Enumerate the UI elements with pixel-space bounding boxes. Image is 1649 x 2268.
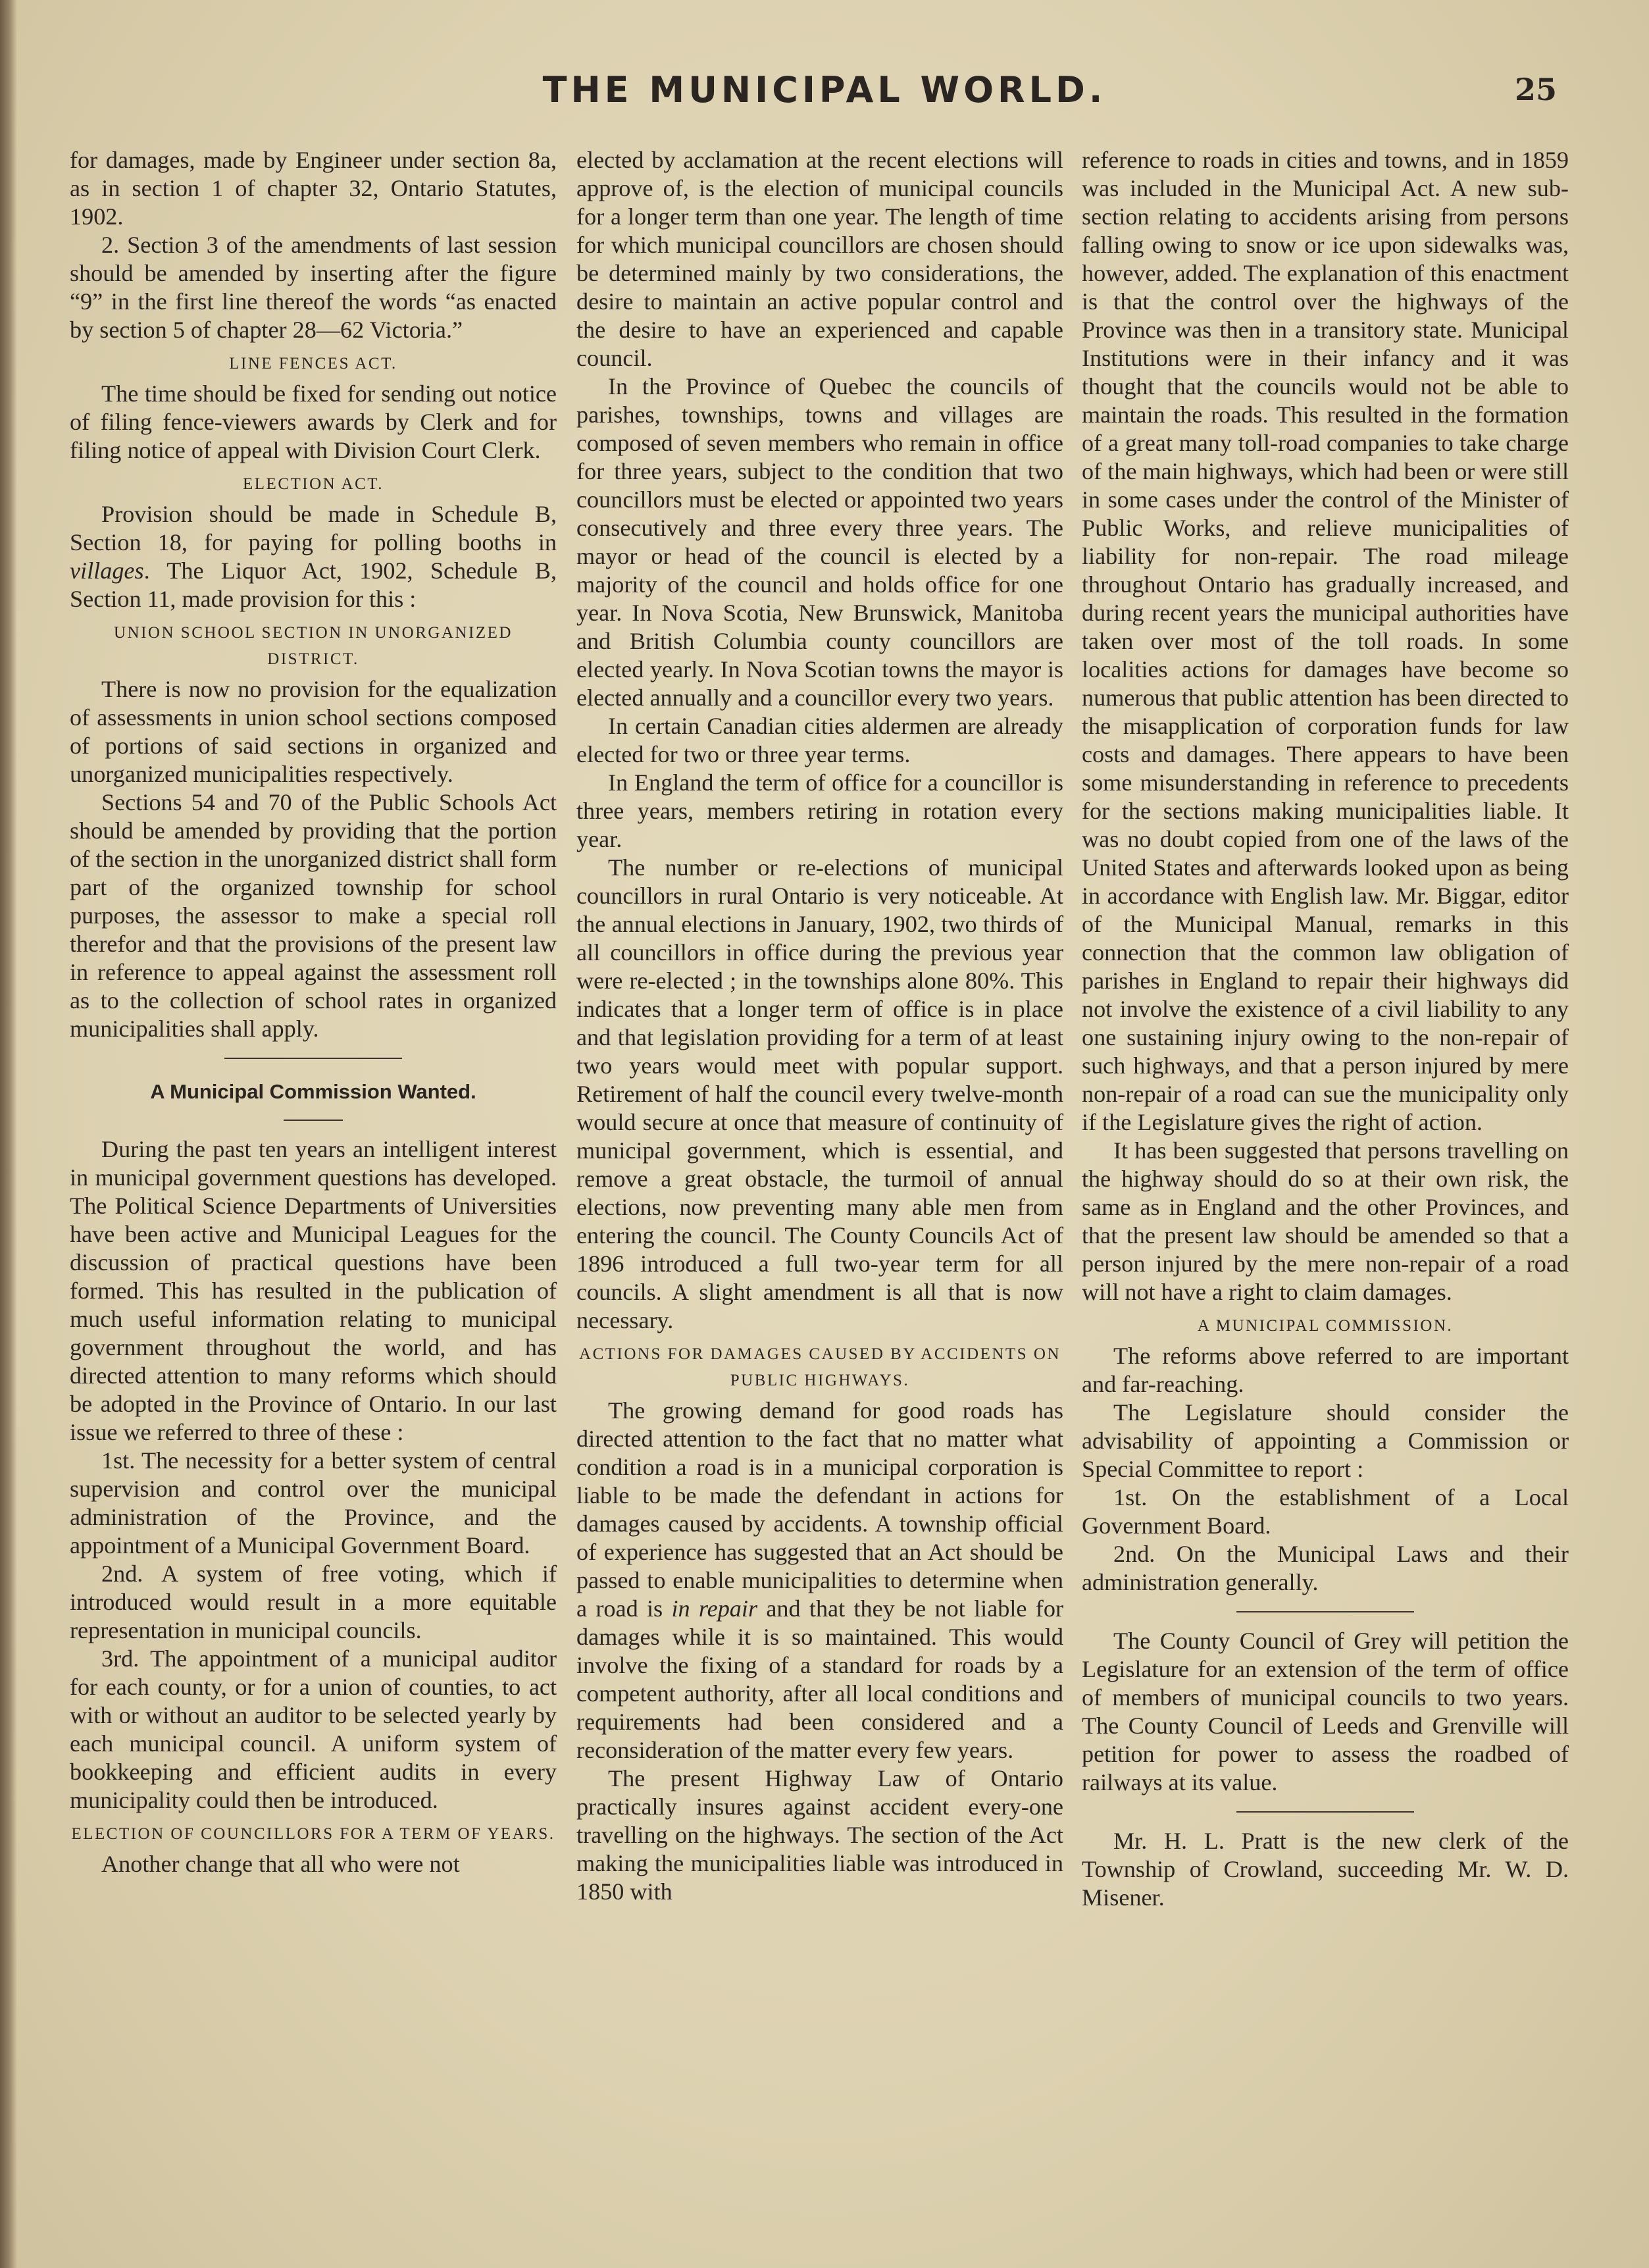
paragraph — [70, 500, 557, 613]
paragraph: elected by acclamation at the recent elections will approve of, is the election of municipal councils for a longer term than one year. The length of time for which municipal councillors are chosen should be determined mainly by two considerations, the desire to maintain an active popular control and the desire to have an experienced and capable council. — [576, 147, 1063, 371]
section-heading: UNION SCHOOL SECTION IN UNORGANIZED DISTRICT. — [114, 624, 513, 668]
paragraph: 2. Section 3 of the amendments of last session should be amended by inserting after the figure “9” in the first line thereof the words “as enacted by section 5 of chapter 28—62 Victoria.” — [70, 232, 557, 343]
paragraph: 1st. The necessity for a better system of central supervision and control over the municipal administration of the Province, and the appointment of a Municipal Government Board. — [70, 1447, 557, 1559]
paragraph: Mr. H. L. Pratt is the new clerk of the Township of Crowland, succeeding Mr. W. D. Misener. — [1082, 1828, 1569, 1911]
paragraph: The number or re-elections of municipal councillors in rural Ontario is very noticeable. At the annual elections in January, 1902, two thirds of all councillors in office during the previous year were re-elected ; in the townships alone 80%. This indicates that a longer term of office is in place and that legislation providing for a term of at least two years would meet with popular support. Retirement of half the council every twelve-month would secure at once that measure of continuity of municipal government, which is essential, and remove a great obstacle, the turmoil of annual elections, now preventing many able men from entering the council. The County Councils Act of 1896 introduced a full two-year term for all councils. A slight amendment is all that is now necessary. — [576, 854, 1063, 1333]
paragraph: The reforms above referred to are important and far-reaching. — [1082, 1343, 1569, 1397]
paragraph: for damages, made by Engineer under section 8a, as in section 1 of chapter 32, Ontario Statutes, 1902. — [70, 147, 557, 230]
paragraph: There is now no provision for the equalization of assessments in union school sections composed of portions of said sections in organized and unorganized municipalities respectively. — [70, 676, 557, 787]
column-2 — [576, 146, 1063, 1906]
paragraph: Another change that all who were not — [101, 1851, 460, 1877]
section-heading: ACTIONS FOR DAMAGES CAUSED BY ACCIDENTS ON PUBLIC HIGHWAYS. — [579, 1345, 1061, 1389]
paragraph-text: . The Liquor Act, 1902, Schedule B, Section 11, made provision for this : — [70, 557, 557, 612]
paragraph: Sections 54 and 70 of the Public Schools Act should be amended by providing that the portion of the section in the unorganized district shall form part of the organized township for school purposes, the assessor to make a special roll therefor and that the provisions of the present law in reference to appeal against the assessment roll as to the collection of school rates in organized municipalities shall apply. — [70, 789, 557, 1042]
paragraph: 3rd. The appointment of a municipal auditor for each county, or for a union of counties, to act with or without an auditor to be selected yearly by each municipal council. A uniform system of bookkeeping and efficient audits in every municipality could then be introduced. — [70, 1645, 557, 1813]
page-number: 25 — [1514, 72, 1557, 107]
paragraph: reference to roads in cities and towns, and in 1859 was included in the Municipal Act. A new sub-section relating to accidents arising from persons falling owing to snow or ice upon sidewalks was, however, added. The explanation of this enactment is that the control over the highways of the Province was then in a transitory state. Municipal Institutions were in their infancy and it was thought that the councils would not be able to maintain the roads. This resulted in the formation of a great many toll-road companies to take charge of the main highways, which had been or were still in some cases under the control of the Minister of Public Works, and relieve municipalities of liability for non-repair. The road mileage throughout Ontario has gradually increased, and during recent years the municipal authorities have taken over most of the toll roads. In some localities actions for damages have become so numerous that public attention has been directed to the misapplication of corporation funds for law costs and damages. There appears to have been some misunderstanding in reference to precedents for the sections making municipalities liable. It was no doubt copied from one of the laws of the United States and afterwards looked upon as being in accordance with English law. Mr. Biggar, editor of the Municipal Manual, remarks in this connection that the common law obligation of parishes in England to repair their highways did not involve the existence of a civil liability to any one sustaining injury owing to the non-repair of such highways, and that a person injured by mere non-repair of a road can sue the municipality only if the Legislature gives the right of action. — [1082, 147, 1569, 1135]
divider-rule — [1236, 1811, 1414, 1813]
paragraph: 2nd. A system of free voting, which if introduced would result in a more equitable representation in municipal councils. — [70, 1560, 557, 1643]
paragraph: 2nd. On the Municipal Laws and their administration generally. — [1082, 1541, 1569, 1595]
article-headline: A Municipal Commission Wanted. — [150, 1080, 476, 1103]
paragraph-text: and that they be not liable for damages while it is so maintained. This would involve the fixing of a standard for roads by a competent authority, after all local conditions and requirements had been considered and a reconsideration of the matter every few years. — [576, 1595, 1063, 1763]
italic-text: villages — [70, 557, 144, 584]
paragraph-text: The growing demand for good roads has directed attention to the fact that no matter what condition a road is in a municipal corporation is liable to be made the defendant in actions for damages caused by accidents. A township official of experience has suggested that an Act should be passed to enable municipalities to determine when a road is — [576, 1397, 1063, 1622]
paragraph: 1st. On the establishment of a Local Government Board. — [1082, 1484, 1569, 1539]
paragraph: The Legislature should consider the advisability of appointing a Commission or Special Committee to report : — [1082, 1399, 1569, 1482]
paragraph: It has been suggested that persons travelling on the highway should do so at their own risk, the same as in England and the other Provinces, and that the present law should be amended so that a person injured by the mere non-repair of a road will not have a right to claim damages. — [1082, 1137, 1569, 1305]
paragraph — [576, 1397, 1063, 1765]
divider-rule — [284, 1120, 343, 1121]
paragraph-text: Provision should be made in Schedule B, Section 18, for paying for polling booths in — [70, 501, 557, 555]
page-header — [0, 69, 1649, 128]
paragraph: The present Highway Law of Ontario practically insures against accident every-one travelling on the highways. The section of the Act making the municipalities liable was introduced in 1850 with — [576, 1765, 1063, 1905]
paragraph: In England the term of office for a councillor is three years, members retiring in rotation every year. — [576, 769, 1063, 852]
paragraph: The time should be fixed for sending out notice of filing fence-viewers awards by Clerk and for filing notice of appeal with Division Court Clerk. — [70, 380, 557, 463]
paragraph: In certain Canadian cities aldermen are already elected for two or three year terms. — [576, 713, 1063, 767]
divider-rule — [224, 1058, 402, 1059]
section-heading: ELECTION OF COUNCILLORS FOR A TERM OF YEARS. — [71, 1825, 555, 1843]
section-heading: ELECTION ACT. — [243, 475, 384, 493]
section-heading: A MUNICIPAL COMMISSION. — [1197, 1317, 1454, 1335]
italic-text: in repair — [671, 1595, 758, 1622]
paragraph: During the past ten years an intelligent interest in municipal government questions has developed. The Political Science Departments of Universities have been active and Municipal Leagues for the discussion of practical questions have been formed. This has resulted in the publication of much useful information relating to municipal government throughout the world, and has directed attention to many reforms which should be adopted in the Province of Ontario. In our last issue we referred to three of these : — [70, 1136, 557, 1445]
column-1 — [70, 146, 557, 1878]
page-binding-edge — [0, 0, 17, 2268]
column-3 — [1082, 146, 1569, 1912]
masthead-title: THE MUNICIPAL WORLD. — [542, 69, 1107, 111]
divider-rule — [1236, 1611, 1414, 1612]
paragraph: The County Council of Grey will petition the Legislature for an extension of the term of office of members of municipal councils to two years. The County Council of Leeds and Grenville will petition for power to assess the roadbed of railways at its value. — [1082, 1628, 1569, 1795]
section-heading: LINE FENCES ACT. — [229, 355, 397, 373]
paragraph: In the Province of Quebec the councils of parishes, townships, towns and villages are composed of seven members who remain in office for three years, subject to the condition that two councillors must be elected or appointed two years consecutively and three every three years. The mayor or head of the council is elected by a majority of the council and holds office for one year. In Nova Scotia, New Brunswick, Manitoba and British Columbia county councillors are elected yearly. In Nova Scotian towns the mayor is elected annually and a councillor every two years. — [576, 373, 1063, 711]
